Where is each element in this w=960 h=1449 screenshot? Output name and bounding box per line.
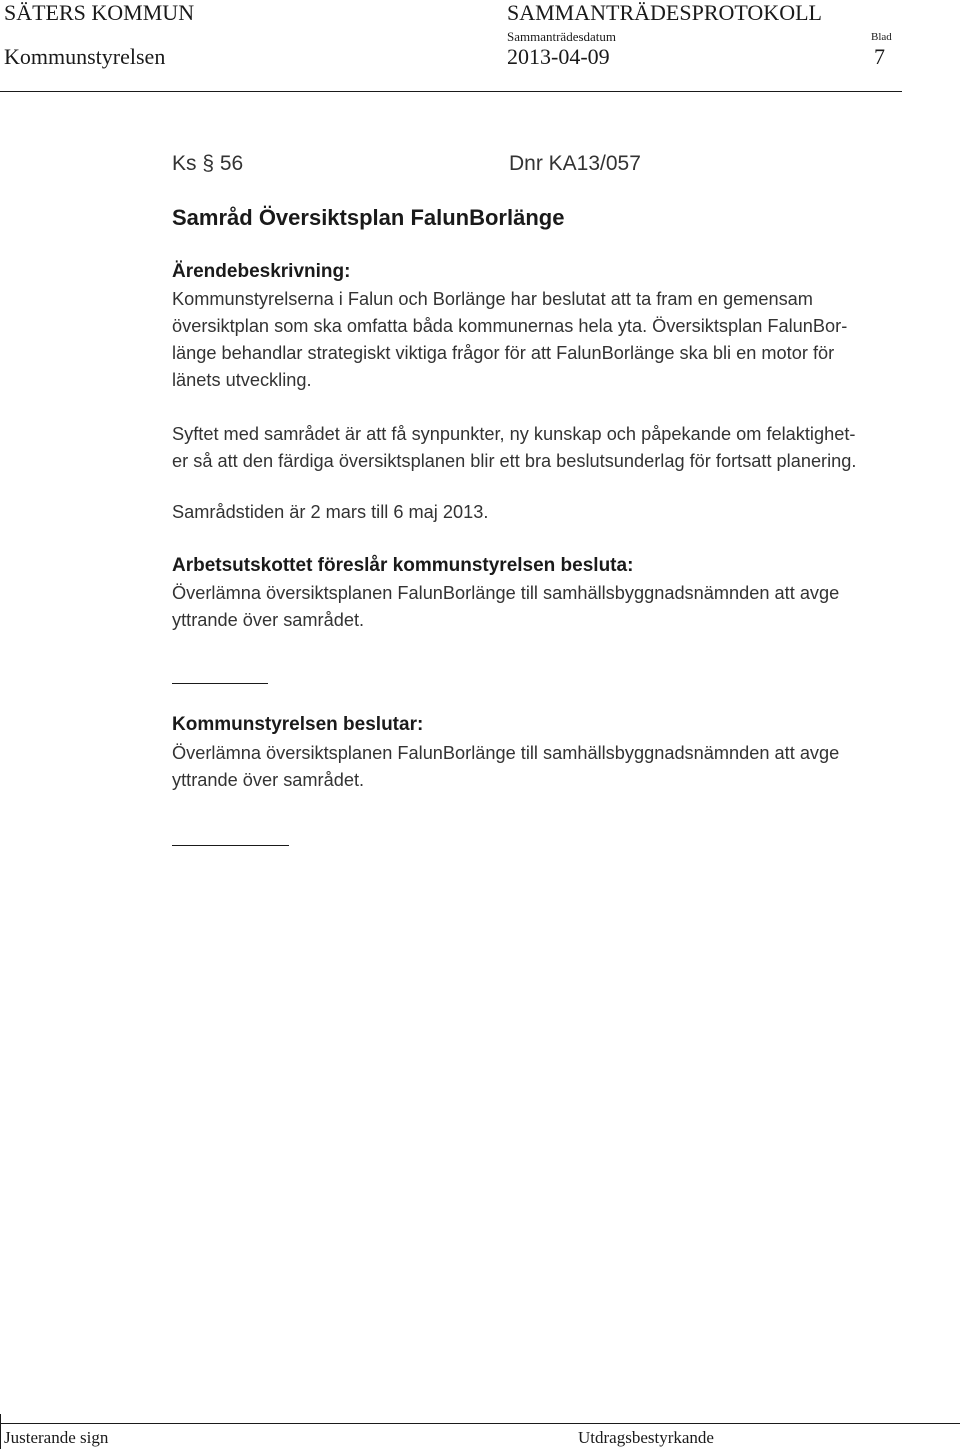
meeting-date: 2013-04-09	[507, 44, 610, 69]
description-paragraph	[172, 286, 932, 394]
certification-label: Utdragsbestyrkande	[578, 1428, 714, 1447]
document-type: SAMMANTRÄDESPROTOKOLL	[507, 0, 822, 25]
text-line: yttrande över samrådet.	[172, 770, 365, 790]
text-line: Överlämna översiktsplanen FalunBorlänge till samhällsbyggnadsnämnden att avge	[172, 743, 840, 763]
text-line: er så att den färdiga översiktsplanen blir ett bra beslutsunderlag för fortsatt planering.	[172, 451, 857, 471]
text-line: länge behandlar strategiskt viktiga frågor för att FalunBorlänge ska bli en motor för	[172, 343, 835, 363]
page-number: 7	[874, 44, 885, 69]
page-label: Blad	[871, 31, 892, 43]
decision-paragraph	[172, 740, 932, 794]
proposal-heading: Arbetsutskottet föreslår kommunstyrelsen besluta:	[172, 555, 634, 576]
case-paragraph-number: Ks § 56	[172, 152, 244, 175]
text-line: översiktplan som ska omfatta båda kommunernas hela yta. Översiktsplan FalunBor-	[172, 316, 848, 336]
text-line: Syftet med samrådet är att få synpunkter, ny kunskap och påpekande om felaktighet-	[172, 424, 856, 444]
footer-rule	[0, 1423, 960, 1424]
case-registration-number: Dnr KA13/057	[509, 152, 641, 175]
decision-heading: Kommunstyrelsen beslutar:	[172, 714, 424, 735]
date-label: Sammanträdesdatum	[507, 29, 617, 44]
text-line: länets utveckling.	[172, 370, 312, 390]
section-divider	[172, 845, 289, 846]
committee-name: Kommunstyrelsen	[4, 44, 166, 69]
text-line: yttrande över samrådet.	[172, 610, 365, 630]
purpose-paragraph	[172, 421, 932, 475]
description-heading: Ärendebeskrivning:	[172, 261, 351, 282]
footer-divider	[0, 1414, 1, 1449]
section-divider	[172, 683, 268, 684]
organization-name: SÄTERS KOMMUN	[4, 0, 195, 25]
consultation-period	[172, 499, 932, 526]
signature-label: Justerande sign	[4, 1428, 109, 1447]
text-line: Kommunstyrelserna i Falun och Borlänge har beslutat att ta fram en gemensam	[172, 289, 813, 309]
text-line: Överlämna översiktsplanen FalunBorlänge till samhällsbyggnadsnämnden att avge	[172, 583, 840, 603]
header-rule	[0, 91, 902, 92]
case-title: Samråd Översiktsplan FalunBorlänge	[172, 205, 565, 230]
text-line: Samrådstiden är 2 mars till 6 maj 2013.	[172, 502, 489, 522]
proposal-paragraph	[172, 580, 932, 634]
